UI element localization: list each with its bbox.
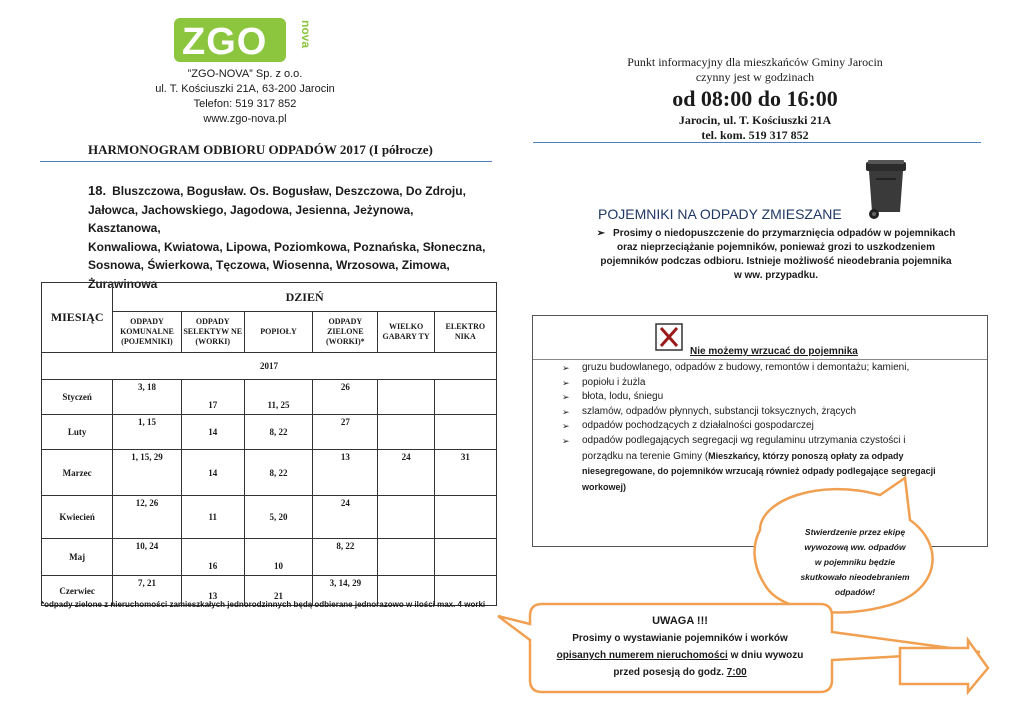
info-line: czynny jest w godzinach bbox=[695, 70, 815, 84]
popioly-days: 11, 25 bbox=[267, 400, 290, 410]
month-name: Maj bbox=[42, 539, 113, 576]
schedule-title: HARMONOGRAM ODBIORU ODPADÓW 2017 (I półrocze) bbox=[88, 142, 433, 157]
arrow-bullet-icon: ➢ bbox=[596, 228, 606, 239]
elektronika-days: 31 bbox=[460, 452, 470, 462]
arrow-bullet-icon: ➢ bbox=[562, 363, 570, 373]
district-number: 18. bbox=[88, 183, 107, 198]
month-header: MIESIĄC bbox=[42, 283, 113, 353]
table-footnote: *odpady zielone z nieruchomości zamieszkałych jednorodzinnych będą odbierane jednorazowo w ilości max. 4 worki bbox=[41, 600, 486, 609]
column-header: POPIOŁY bbox=[244, 312, 312, 353]
arrow-bullet-icon: ➢ bbox=[562, 421, 570, 432]
arrow-bullet-icon: ➢ bbox=[562, 377, 570, 388]
popioly-days: 5, 20 bbox=[269, 512, 288, 522]
company-phone: Telefon: 519 317 852 bbox=[193, 98, 297, 110]
info-phone: tel. kom. 519 317 852 bbox=[701, 128, 809, 142]
selektywne-days: 11 bbox=[208, 512, 217, 522]
selektywne-days: 14 bbox=[208, 427, 218, 437]
month-name: Kwiecień bbox=[42, 496, 113, 539]
attention-line: opisanych numerem nieruchomości w dniu wywozu bbox=[556, 650, 804, 661]
komunalne-days: 12, 26 bbox=[135, 498, 159, 508]
arrow-bullet-icon: ➢ bbox=[562, 392, 570, 403]
street-line: Żurawinowa bbox=[88, 276, 158, 291]
day-header: DZIEŃ bbox=[113, 283, 497, 312]
gabaryty-days: 24 bbox=[401, 452, 411, 462]
list-item: ➢ gruzu budowlanego, odpadów z budowy, remontów i demontażu; kamieni, bbox=[562, 361, 962, 376]
arrow-bullet-icon: ➢ bbox=[562, 435, 570, 446]
list-item: ➢ popiołu i żużla bbox=[562, 376, 962, 391]
popioly-days: 10 bbox=[274, 561, 284, 571]
list-item: ➢ szlamów, odpadów płynnych, substancji toksycznych, żrących bbox=[562, 405, 962, 420]
komunalne-days: 10, 24 bbox=[135, 541, 159, 551]
arrow-right-icon bbox=[900, 640, 988, 692]
street-line: Sosnowa, Świerkowa, Tęczowa, Wiosenna, Wrzosowa, Zimowa, bbox=[88, 258, 450, 272]
zielone-days: 13 bbox=[340, 452, 350, 462]
street-line: Bluszczowa, Bogusław. Os. Bogusław, Deszczowa, Do Zdroju, bbox=[112, 184, 466, 198]
attention-title: UWAGA !!! bbox=[652, 615, 708, 627]
arrow-bullet-icon: ➢ bbox=[562, 406, 570, 417]
column-header: WIELKO GABARY TY bbox=[378, 312, 434, 353]
selektywne-days: 13 bbox=[208, 591, 218, 601]
list-item: ➢ odpadów pochodzących z działalności gospodarczej bbox=[562, 419, 962, 434]
komunalne-days: 1, 15 bbox=[137, 417, 156, 427]
street-line: Jałowca, Jachowskiego, Jagodowa, Jesienna, Jeżynowa, Kasztanowa, bbox=[88, 202, 414, 235]
column-header: ODPADY KOMUNALNE (POJEMNIKI) bbox=[113, 312, 181, 353]
month-name: Luty bbox=[42, 415, 113, 450]
zielone-days: 26 bbox=[340, 382, 350, 392]
popioly-days: 8, 22 bbox=[269, 467, 288, 478]
forbidden-heading: Nie możemy wrzucać do pojemnika bbox=[690, 346, 858, 357]
column-header: ODPADY ZIELONE (WORKI)* bbox=[313, 312, 378, 353]
month-name: Marzec bbox=[42, 450, 113, 496]
info-line: Punkt informacyjny dla mieszkańców Gminy Jarocin bbox=[627, 55, 883, 69]
notice-line: Prosimy o niedopuszczenie do przymarznięcia odpadów w pojemnikach bbox=[613, 228, 956, 239]
komunalne-days: 3, 18 bbox=[137, 382, 156, 392]
opening-hours: od 08:00 do 16:00 bbox=[672, 86, 838, 111]
company-name: ”ZGO-NOVA” Sp. z o.o. bbox=[187, 68, 303, 80]
list-item-continuation: porządku na terenie Gminy (Mieszkańcy, którzy ponoszą opłaty za odpady niesegregowane, do pojemników wrzucają również odpady podlegające segregacji workowej) bbox=[582, 450, 936, 492]
bubble-warning: Stwierdzenie przez ekipę wywozową ww. odpadów w pojemniku będzie skutkowało nieodebraniem odpadów! bbox=[800, 527, 910, 597]
street-line: Konwaliowa, Kwiatowa, Lipowa, Poziomkowa, Poznańska, Słoneczna, bbox=[88, 239, 486, 254]
attention-line: przed posesją do godz. 7:00 bbox=[613, 667, 747, 678]
popioly-days: 8, 22 bbox=[269, 427, 288, 437]
zielone-days: 3, 14, 29 bbox=[329, 578, 362, 588]
selektywne-days: 16 bbox=[208, 561, 218, 571]
komunalne-days: 7, 21 bbox=[137, 578, 156, 588]
svg-text:nova: nova bbox=[299, 20, 313, 49]
svg-text:ZGO: ZGO bbox=[182, 21, 268, 63]
info-address: Jarocin, ul. T. Kościuszki 21A bbox=[678, 113, 832, 127]
company-address: ul. T. Kościuszki 21A, 63-200 Jarocin bbox=[155, 83, 335, 95]
notice-line: pojemników podczas odbioru. Istnieje możliwość nieodebrania pojemnika bbox=[600, 256, 952, 267]
attention-notice bbox=[535, 613, 825, 681]
popioly-days: 21 bbox=[274, 591, 284, 601]
zielone-days: 8, 22 bbox=[336, 541, 355, 551]
month-name: Czerwiec bbox=[42, 576, 113, 606]
notice-line: oraz nieprzeciążanie pojemników, ponieważ grozi to uszkodzeniem bbox=[616, 242, 936, 253]
komunalne-days: 1, 15, 29 bbox=[131, 452, 163, 462]
list-item: ➢ błota, lodu, śniegu bbox=[562, 390, 962, 405]
month-name: Styczeń bbox=[42, 380, 113, 415]
list-item: ➢ odpadów podlegających segregacji wg regulaminu utrzymania czystości i bbox=[562, 434, 962, 449]
attention-line: Prosimy o wystawianie pojemników i worków bbox=[572, 633, 788, 644]
column-header: ELEKTRO NIKA bbox=[434, 312, 496, 353]
year-row: 2017 bbox=[42, 353, 497, 380]
bins-heading: POJEMNIKI NA ODPADY ZMIESZANE bbox=[598, 206, 842, 222]
selektywne-days: 17 bbox=[208, 400, 218, 410]
column-header: ODPADY SELEKTYW NE (WORKI) bbox=[181, 312, 244, 353]
zielone-days: 24 bbox=[340, 498, 350, 508]
company-website[interactable]: www.zgo-nova.pl bbox=[203, 113, 287, 125]
selektywne-days: 14 bbox=[208, 467, 218, 478]
zielone-days: 27 bbox=[340, 417, 350, 427]
notice-line: w ww. przypadku. bbox=[733, 270, 819, 281]
